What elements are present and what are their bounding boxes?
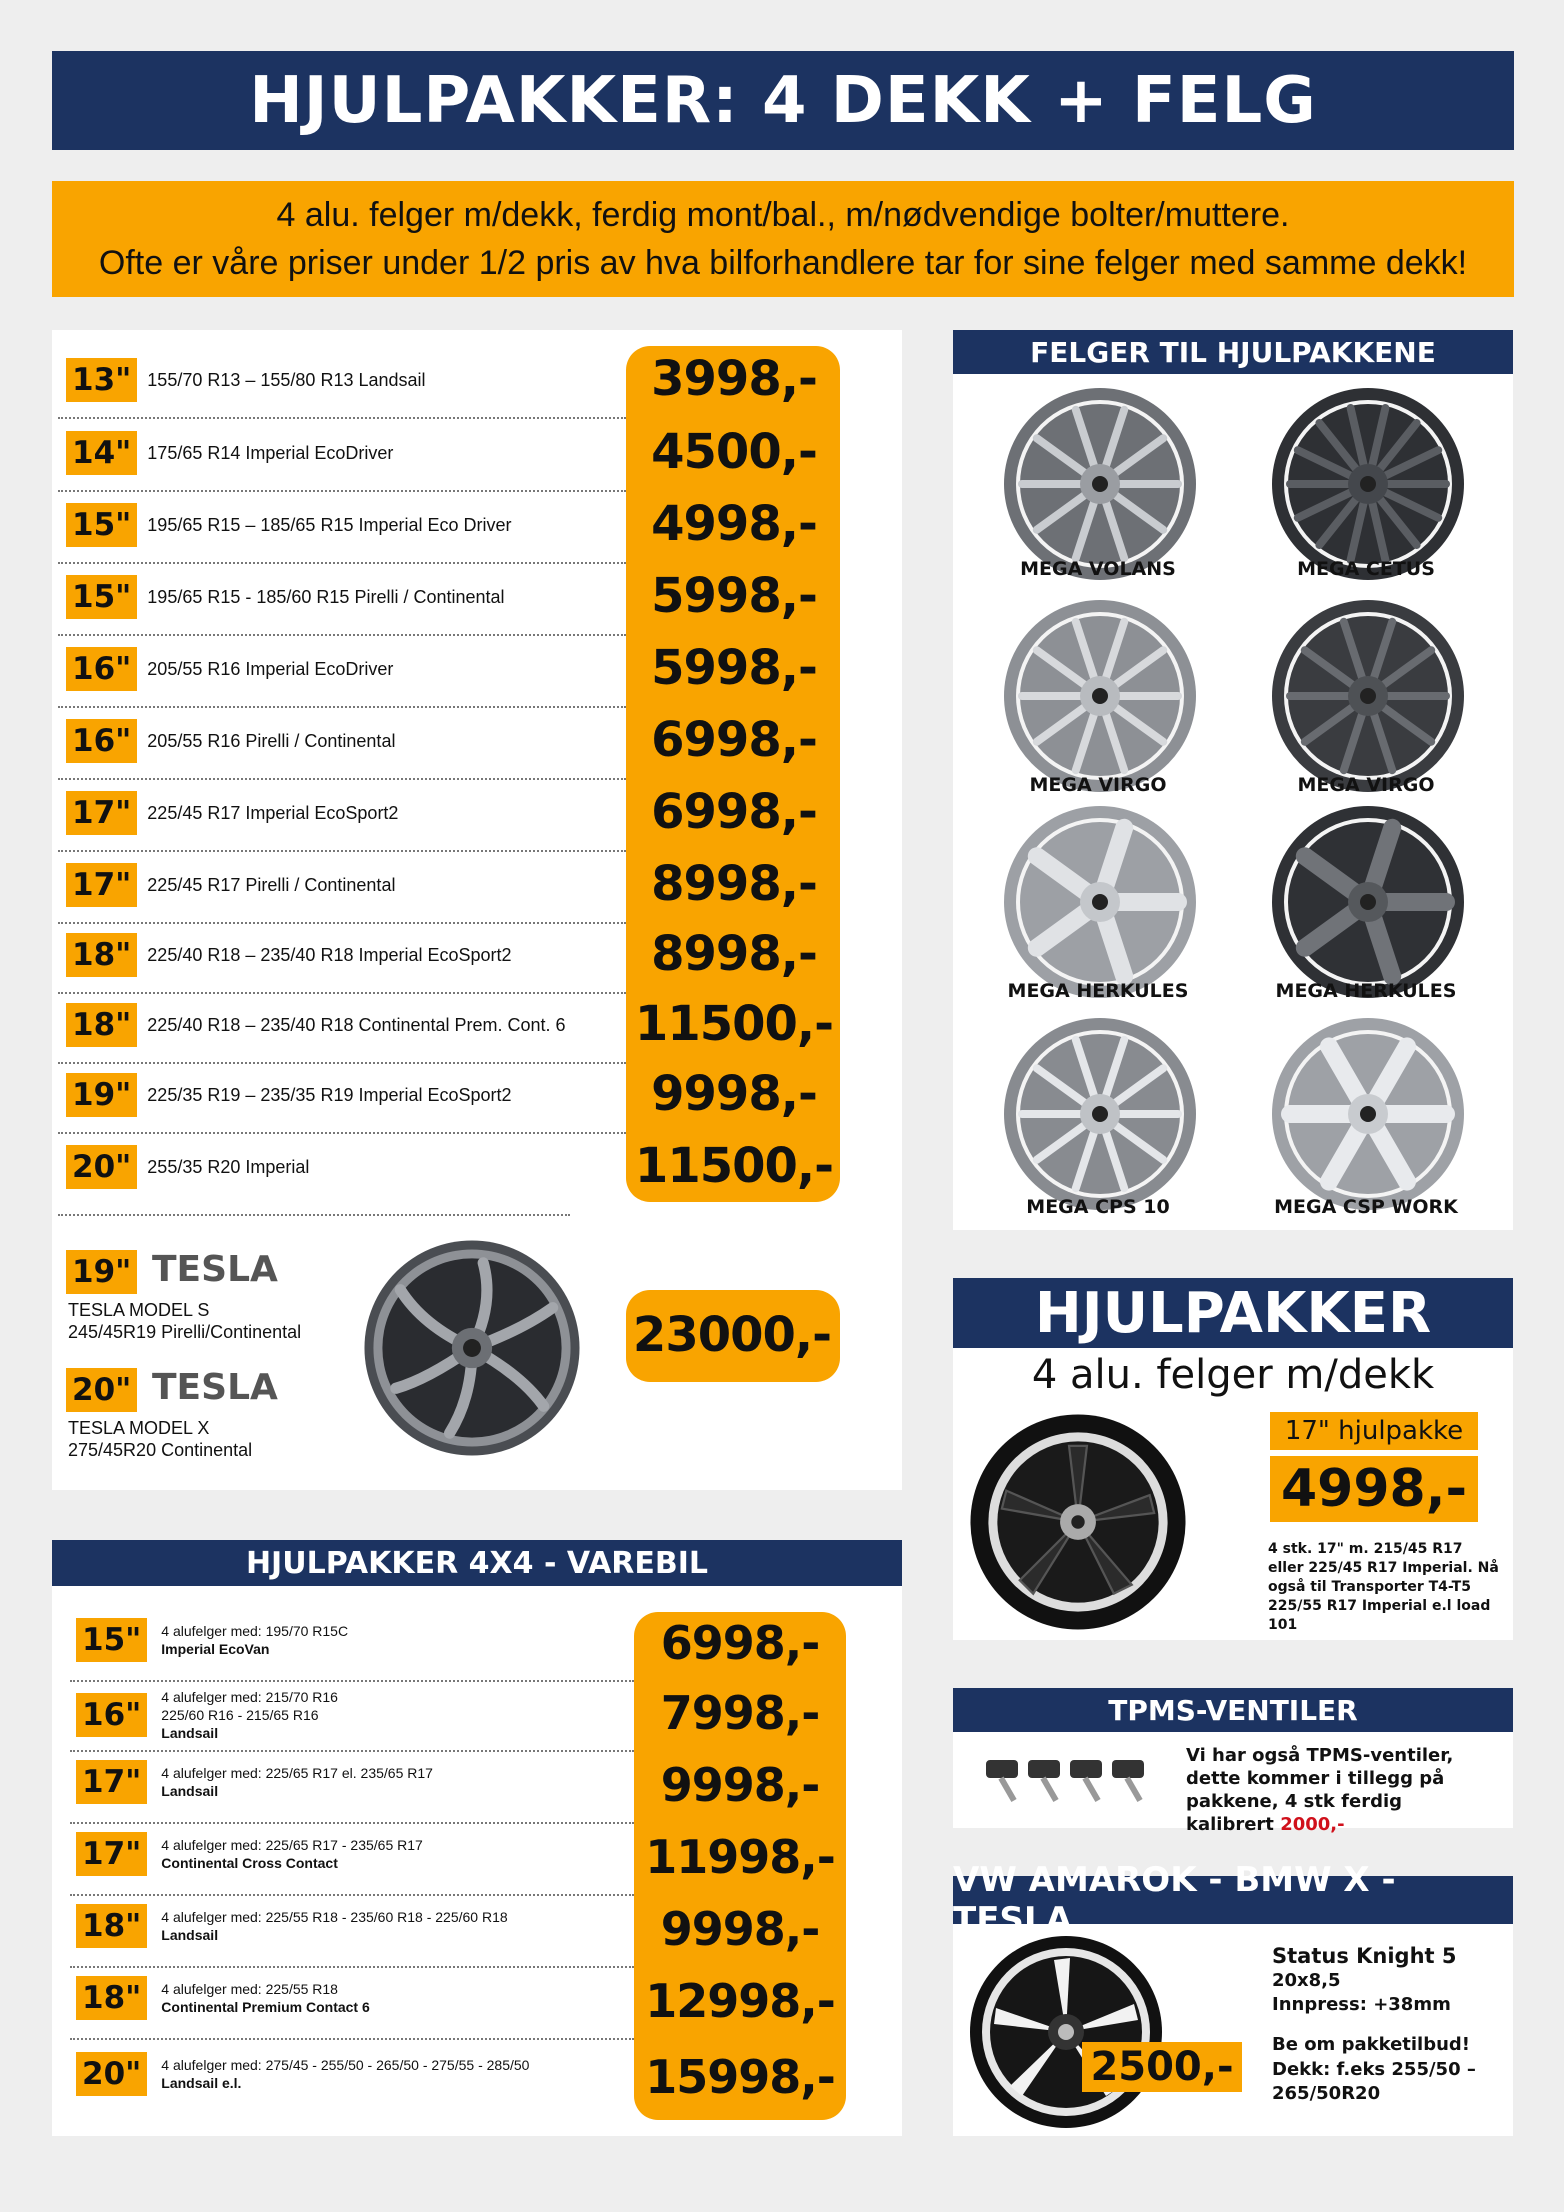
row-divider (58, 992, 626, 994)
varebil-price: 15998,- (645, 2050, 835, 2104)
package-description: 225/45 R17 Imperial EcoSport2 (147, 802, 399, 823)
varebil-size-badge: 20" (76, 2052, 147, 2096)
row-divider (70, 1680, 634, 1682)
wheel-label: MEGA CPS 10 (1026, 1196, 1170, 1218)
package-description: 195/65 R15 - 185/60 R15 Pirelli / Continental (147, 586, 505, 607)
package-size-badge: 16" (66, 647, 137, 691)
package-description: 225/45 R17 Pirelli / Continental (147, 874, 396, 895)
varebil-size-badge: 18" (76, 1976, 147, 2020)
wheel-image (1000, 802, 1200, 1002)
package-size-badge: 15" (66, 503, 137, 547)
row-divider (70, 2038, 634, 2040)
amarok-spec-1: 20x8,5 (1272, 1970, 1341, 1991)
package-row (66, 860, 395, 910)
varebil-price: 12998,- (645, 1974, 835, 2028)
wheel-image (1000, 1014, 1200, 1214)
wheel-image (1000, 384, 1200, 584)
varebil-line: 4 alufelger med: 225/55 R18 - 235/60 R18 - 225/60 R18 (161, 1909, 508, 1925)
varebil-size-badge: 15" (76, 1618, 147, 1662)
package-row (66, 1070, 512, 1120)
row-divider (58, 562, 626, 564)
tpms-description: Vi har også TPMS-ventiler, dette kommer i tillegg på pakkene, 4 stk ferdig kalibrert (1186, 1745, 1454, 1835)
varebil-tyre-brand: Landsail (161, 1927, 219, 1943)
varebil-row (76, 1832, 423, 1876)
package-price: 9998,- (651, 1066, 817, 1122)
tpms-price: 2000,- (1280, 1814, 1345, 1835)
varebil-row (76, 2052, 529, 2096)
package-description: 175/65 R14 Imperial EcoDriver (147, 442, 394, 463)
package-price: 5998,- (651, 568, 817, 624)
varebil-price: 6998,- (660, 1616, 820, 1670)
tpms-title-bar (953, 1688, 1513, 1732)
amarok-offer: Be om pakketilbud! (1272, 2034, 1471, 2055)
package-row (66, 644, 393, 694)
package-size-badge: 20" (66, 1145, 137, 1189)
wheel-image (1268, 1014, 1468, 1214)
banner-line-1: 4 alu. felger m/dekk, ferdig mont/bal., m/nødvendige bolter/muttere. (276, 196, 1290, 234)
tesla-a-tyre: 245/45R19 Pirelli/Continental (68, 1322, 302, 1342)
tesla-a-size: 19" (66, 1250, 137, 1294)
hjulpakke-note: 4 stk. 17" m. 215/45 R17 eller 225/45 R17 Imperial. Nå også til Transporter T4-T5 225/55 R17 Imperial e.l load 101 (1268, 1541, 1499, 1633)
tpms-title: TPMS-VENTILER (1108, 1693, 1358, 1727)
tesla-a-brand: TESLA (152, 1249, 278, 1290)
varebil-title: HJULPAKKER 4X4 - VAREBIL (245, 1545, 709, 1581)
package-price: 8998,- (651, 856, 817, 912)
package-row (66, 1142, 309, 1192)
page-title: HJULPAKKER: 4 DEKK + FELG (249, 63, 1317, 138)
package-size-badge: 18" (66, 933, 137, 977)
row-divider (70, 1894, 634, 1896)
felger-title-bar (953, 330, 1513, 374)
varebil-description (161, 1836, 423, 1872)
package-size-badge: 17" (66, 791, 137, 835)
row-divider (70, 1966, 634, 1968)
varebil-description (161, 1764, 433, 1800)
row-divider (58, 490, 626, 492)
varebil-description (161, 1622, 348, 1658)
amarok-price: 2500,- (1082, 2042, 1242, 2092)
varebil-line: 4 alufelger med: 215/70 R16 (161, 1689, 338, 1705)
package-size-badge: 19" (66, 1073, 137, 1117)
varebil-row (76, 1760, 433, 1804)
tesla-b-size: 20" (66, 1368, 137, 1412)
wheel-image (1000, 596, 1200, 796)
wheel-label: MEGA CETUS (1297, 558, 1435, 580)
package-size-badge: 14" (66, 431, 137, 475)
package-row (66, 355, 426, 405)
package-description: 195/65 R15 – 185/65 R15 Imperial Eco Driver (147, 514, 512, 535)
package-size-badge: 18" (66, 1003, 137, 1047)
varebil-description (161, 2056, 529, 2092)
amarok-tyres: Dekk: f.eks 255/50 – 265/50R20 (1272, 2059, 1476, 2104)
tpms-sensors-image (966, 1744, 1166, 1814)
hjulpakke-wheel-image (966, 1410, 1190, 1634)
row-divider (58, 1132, 626, 1134)
package-row (66, 716, 395, 766)
row-divider (58, 417, 626, 419)
banner-line-2: Ofte er våre priser under 1/2 pris av hva bilforhandlere tar for sine felger med samme dekk! (98, 244, 1468, 282)
amarok-name: Status Knight 5 (1272, 1944, 1457, 1968)
tpms-text (1186, 1744, 1496, 1836)
package-price: 6998,- (651, 784, 817, 840)
varebil-line: 4 alufelger med: 275/45 - 255/50 - 265/50 - 275/55 - 285/50 (161, 2057, 530, 2073)
package-price: 11500,- (634, 996, 834, 1052)
package-price: 3998,- (651, 351, 817, 407)
amarok-spec-2: Innpress: +38mm (1272, 1994, 1451, 2015)
package-size-badge: 17" (66, 863, 137, 907)
package-price: 11500,- (634, 1138, 834, 1194)
package-row (66, 428, 393, 478)
row-divider (70, 1822, 634, 1824)
varebil-price: 9998,- (660, 1758, 820, 1812)
package-description: 225/40 R18 – 235/40 R18 Continental Prem. Cont. 6 (147, 1014, 566, 1035)
package-price: 6998,- (651, 712, 817, 768)
package-description: 225/35 R19 – 235/35 R19 Imperial EcoSport2 (147, 1084, 512, 1105)
varebil-row (76, 1976, 370, 2020)
package-description: 205/55 R16 Imperial EcoDriver (147, 658, 394, 679)
varebil-line: 4 alufelger med: 225/55 R18 (161, 1981, 338, 1997)
package-price: 4500,- (651, 424, 817, 480)
varebil-line: 225/60 R16 - 215/65 R16 (161, 1707, 319, 1723)
row-divider (70, 1750, 634, 1752)
package-price: 8998,- (651, 926, 817, 982)
varebil-size-badge: 16" (76, 1693, 147, 1737)
tesla-b-model: TESLA MODEL X (68, 1418, 210, 1438)
package-row (66, 572, 505, 622)
hjulpakke-tag: 17" hjulpakke (1270, 1412, 1478, 1450)
varebil-description (161, 1908, 507, 1944)
varebil-description (161, 1980, 369, 2016)
varebil-tyre-brand: Landsail (161, 1783, 219, 1799)
tesla-a-model: TESLA MODEL S (68, 1300, 210, 1320)
varebil-tyre-brand: Landsail e.l. (161, 2075, 242, 2091)
wheel-label: MEGA VIRGO (1297, 774, 1435, 796)
varebil-line: 4 alufelger med: 195/70 R15C (161, 1623, 349, 1639)
row-divider (58, 634, 626, 636)
varebil-tyre-brand: Landsail (161, 1725, 219, 1741)
intro-banner (52, 181, 1514, 297)
tesla-b-tyre: 275/45R20 Continental (68, 1440, 253, 1460)
wheel-label: MEGA VOLANS (1020, 558, 1176, 580)
varebil-size-badge: 17" (76, 1832, 147, 1876)
wheel-image (1268, 596, 1468, 796)
varebil-line: 4 alufelger med: 225/65 R17 el. 235/65 R17 (161, 1765, 433, 1781)
row-divider (58, 778, 626, 780)
divider (58, 1214, 570, 1216)
tesla-wheel-image (360, 1236, 584, 1460)
package-description: 255/35 R20 Imperial (147, 1156, 310, 1177)
wheel-label: MEGA CSP WORK (1274, 1196, 1458, 1218)
varebil-tyre-brand: Imperial EcoVan (161, 1641, 270, 1657)
varebil-price: 11998,- (645, 1830, 835, 1884)
hjulpakker-subtitle: 4 alu. felger m/dekk (1031, 1352, 1435, 1398)
varebil-size-badge: 18" (76, 1904, 147, 1948)
row-divider (58, 850, 626, 852)
package-description: 155/70 R13 – 155/80 R13 Landsail (147, 369, 426, 390)
tesla-price: 23000,- (632, 1307, 832, 1363)
hjulpakker-title: HJULPAKKER (1034, 1280, 1432, 1346)
felger-title: FELGER TIL HJULPAKKENE (1030, 335, 1436, 369)
amarok-title: VW AMAROK - BMW X - TESLA (953, 1860, 1396, 1940)
varebil-tyre-brand: Continental Premium Contact 6 (161, 1999, 370, 2015)
package-description: 205/55 R16 Pirelli / Continental (147, 730, 396, 751)
package-size-badge: 15" (66, 575, 137, 619)
wheel-image (1268, 802, 1468, 1002)
package-description: 225/40 R18 – 235/40 R18 Imperial EcoSport2 (147, 944, 512, 965)
varebil-tyre-brand: Continental Cross Contact (161, 1855, 338, 1871)
varebil-size-badge: 17" (76, 1760, 147, 1804)
varebil-price: 9998,- (660, 1902, 820, 1956)
package-row (66, 930, 512, 980)
wheel-label: MEGA HERKULES (1007, 980, 1189, 1002)
wheel-image (1268, 384, 1468, 584)
hjulpakker-title-bar (953, 1278, 1513, 1348)
varebil-row (76, 1904, 508, 1948)
package-row (66, 500, 512, 550)
varebil-row (76, 1618, 348, 1662)
varebil-price: 7998,- (660, 1686, 820, 1740)
tesla-b-brand: TESLA (152, 1367, 278, 1408)
row-divider (58, 922, 626, 924)
package-row (66, 788, 398, 838)
row-divider (58, 706, 626, 708)
varebil-row (76, 1688, 338, 1742)
package-size-badge: 16" (66, 719, 137, 763)
package-price: 5998,- (651, 640, 817, 696)
varebil-title-bar (52, 1540, 902, 1586)
varebil-line: 4 alufelger med: 225/65 R17 - 235/65 R17 (161, 1837, 423, 1853)
hjulpakke-price: 4998,- (1270, 1456, 1478, 1522)
row-divider (58, 1062, 626, 1064)
page-header (52, 51, 1514, 150)
package-row (66, 1000, 566, 1050)
varebil-description (161, 1688, 338, 1742)
amarok-title-bar (953, 1860, 1513, 1940)
wheel-label: MEGA HERKULES (1275, 980, 1457, 1002)
package-price: 4998,- (651, 496, 817, 552)
wheel-label: MEGA VIRGO (1029, 774, 1167, 796)
status-knight-wheel-image (966, 1932, 1166, 2132)
package-size-badge: 13" (66, 358, 137, 402)
